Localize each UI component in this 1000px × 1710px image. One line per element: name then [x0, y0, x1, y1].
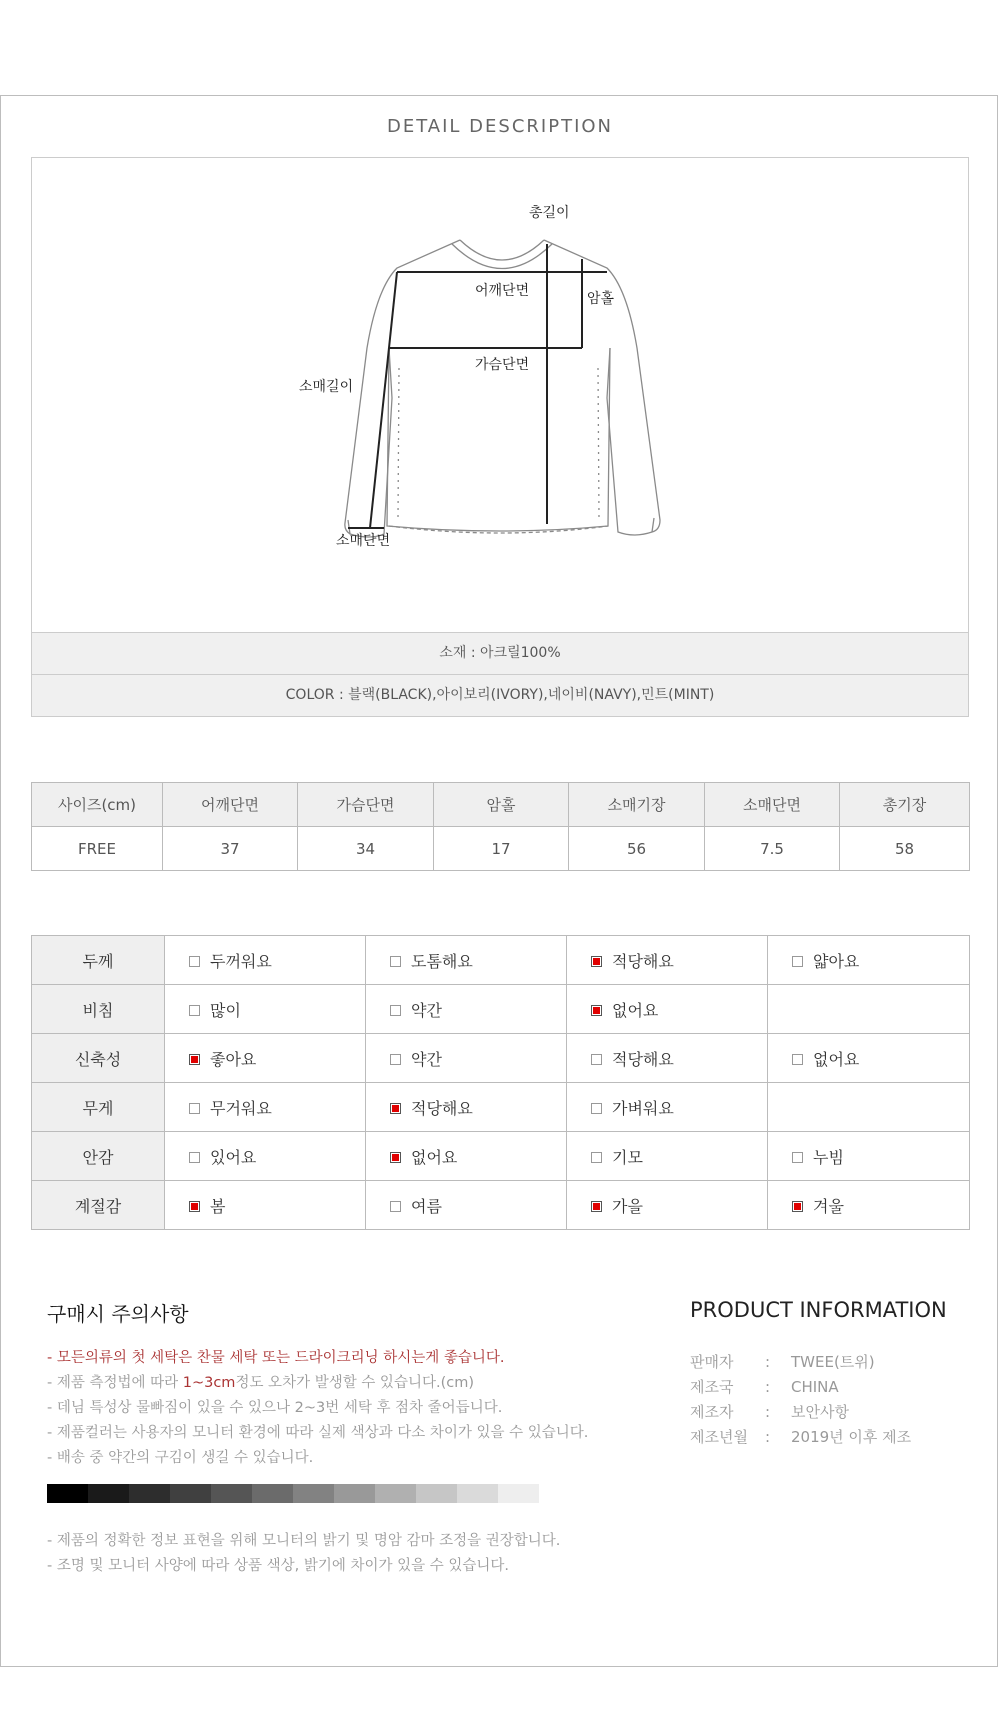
product-info-colon: : [765, 1403, 771, 1421]
feel-option-cell [165, 936, 366, 985]
feel-option-cell [366, 1034, 567, 1083]
unchecked-checkbox-icon [792, 1152, 803, 1163]
table-cell: FREE [32, 827, 163, 871]
feel-option-cell [768, 936, 970, 985]
checked-checkbox-icon [390, 1152, 401, 1163]
feel-option-label: 기모 [612, 1147, 643, 1167]
caution-line: - 제품컬러는 사용자의 모니터 환경에 따라 실제 색상과 다소 차이가 있을 수 있습니다. [47, 1425, 589, 1441]
product-info-value: TWEE(트위) [791, 1353, 875, 1371]
feel-option-cell [366, 985, 567, 1034]
header-cell: 사이즈(cm) [32, 783, 163, 827]
feel-option-cell [165, 1083, 366, 1132]
fabric-feel-table [31, 935, 970, 1230]
feel-option-cell [567, 1034, 768, 1083]
feel-option-label: 없어요 [612, 1000, 659, 1020]
header-cell: 소매기장 [569, 783, 705, 827]
feel-option-label: 가벼워요 [612, 1098, 674, 1118]
caution-line [47, 1371, 474, 1392]
size-table-header [32, 783, 970, 827]
feel-option-label: 봄 [210, 1196, 226, 1216]
feel-option-cell [567, 1132, 768, 1181]
caution-line-suffix: 정도 오차가 발생할 수 있습니다.(cm) [235, 1375, 474, 1391]
feel-option-label: 가을 [612, 1196, 643, 1216]
product-info-row [690, 1426, 911, 1447]
checked-checkbox-icon [591, 956, 602, 967]
gray-scale-swatches [47, 1484, 539, 1503]
feel-option-cell [567, 1083, 768, 1132]
table-cell: 56 [569, 827, 705, 871]
gray-swatch [293, 1484, 334, 1503]
feel-option-label: 많이 [210, 1000, 241, 1020]
checked-checkbox-icon [792, 1201, 803, 1212]
feel-option-cell [165, 1034, 366, 1083]
header-cell: 가슴단면 [298, 783, 434, 827]
label-total-length: 총길이 [529, 205, 570, 221]
product-info-value: CHINA [791, 1378, 839, 1396]
feel-option-label: 얇아요 [813, 951, 860, 971]
feel-option-label: 도톰해요 [411, 951, 473, 971]
feel-option-label: 적당해요 [612, 951, 674, 971]
detail-title: DETAIL DESCRIPTION [386, 116, 614, 137]
feel-option-label: 누빔 [813, 1147, 844, 1167]
feel-option-label: 있어요 [210, 1147, 257, 1167]
label-sleeve-length: 소매길이 [299, 379, 354, 395]
gray-swatch [211, 1484, 252, 1503]
product-info-colon: : [765, 1353, 771, 1371]
material-row: 소재 : 아크릴100% [31, 632, 969, 675]
table-cell: 37 [163, 827, 298, 871]
gray-swatch [375, 1484, 416, 1503]
caution-line-prefix: - 제품 측정법에 따라 [47, 1375, 183, 1391]
feel-option-cell [366, 936, 567, 985]
product-info-row [690, 1401, 849, 1422]
feel-option-cell [567, 936, 768, 985]
sweater-diagram-icon [32, 158, 968, 633]
product-info-key: 제조국 [690, 1378, 734, 1396]
feel-option-label: 약간 [411, 1049, 442, 1069]
product-info-key: 제조자 [690, 1403, 734, 1421]
label-shoulder: 어깨단면 [475, 283, 530, 299]
gray-swatch [416, 1484, 457, 1503]
feel-option-label: 여름 [411, 1196, 442, 1216]
caution-line: - 데님 특성상 물빠짐이 있을 수 있으나 2~3번 세탁 후 점차 줄어듭니다. [47, 1400, 503, 1416]
unchecked-checkbox-icon [591, 1103, 602, 1114]
feel-row [32, 1132, 970, 1181]
gray-swatch [170, 1484, 211, 1503]
unchecked-checkbox-icon [189, 1005, 200, 1016]
feel-option-cell [165, 1181, 366, 1230]
feel-row [32, 1083, 970, 1132]
feel-row [32, 936, 970, 985]
feel-option-cell [366, 1181, 567, 1230]
feel-option-label: 적당해요 [612, 1049, 674, 1069]
feel-option-cell [165, 1132, 366, 1181]
checked-checkbox-icon [390, 1103, 401, 1114]
feel-option-cell [165, 985, 366, 1034]
feel-option-cell [567, 1181, 768, 1230]
feel-row [32, 985, 970, 1034]
feel-option-cell [768, 1181, 970, 1230]
product-info-row [690, 1376, 839, 1397]
feel-option-cell [768, 985, 970, 1034]
label-sleeve-width: 소매단면 [336, 533, 391, 549]
table-cell: 7.5 [705, 827, 840, 871]
feel-row-label: 두께 [32, 936, 165, 985]
gray-swatch [498, 1484, 539, 1503]
product-info-colon: : [765, 1378, 771, 1396]
table-cell: 58 [840, 827, 970, 871]
feel-option-label: 없어요 [813, 1049, 860, 1069]
feel-option-cell [567, 985, 768, 1034]
header-cell: 어깨단면 [163, 783, 298, 827]
header-cell: 암홀 [434, 783, 569, 827]
feel-option-label: 적당해요 [411, 1098, 473, 1118]
feel-row-label: 신축성 [32, 1034, 165, 1083]
unchecked-checkbox-icon [390, 1201, 401, 1212]
unchecked-checkbox-icon [591, 1152, 602, 1163]
gray-swatch [252, 1484, 293, 1503]
product-info-key: 판매자 [690, 1353, 734, 1371]
gray-swatch [129, 1484, 170, 1503]
feel-option-cell [768, 1132, 970, 1181]
table-row [32, 827, 970, 871]
label-chest: 가슴단면 [475, 357, 530, 373]
unchecked-checkbox-icon [189, 956, 200, 967]
product-info-title: PRODUCT INFORMATION [690, 1298, 947, 1322]
feel-option-label: 없어요 [411, 1147, 458, 1167]
unchecked-checkbox-icon [792, 1054, 803, 1065]
product-info-key: 제조년월 [690, 1428, 748, 1446]
label-armhole: 암홀 [587, 291, 615, 307]
checked-checkbox-icon [189, 1054, 200, 1065]
product-info-value: 2019년 이후 제조 [791, 1428, 912, 1446]
product-info-value: 보안사항 [791, 1403, 849, 1421]
unchecked-checkbox-icon [390, 1005, 401, 1016]
feel-option-cell [768, 1083, 970, 1132]
feel-option-cell [366, 1132, 567, 1181]
feel-option-label: 두꺼워요 [210, 951, 272, 971]
feel-option-label: 무거워요 [210, 1098, 272, 1118]
feel-row-label: 비침 [32, 985, 165, 1034]
feel-row-label: 무게 [32, 1083, 165, 1132]
unchecked-checkbox-icon [792, 956, 803, 967]
unchecked-checkbox-icon [591, 1054, 602, 1065]
gray-swatch [334, 1484, 375, 1503]
gray-swatch [457, 1484, 498, 1503]
checked-checkbox-icon [189, 1201, 200, 1212]
caution-line: - 모든의류의 첫 세탁은 찬물 세탁 또는 드라이크리닝 하시는게 좋습니다. [47, 1350, 505, 1366]
color-row: COLOR : 블랙(BLACK),아이보리(IVORY),네이비(NAVY),민트(MINT) [31, 675, 969, 717]
caution-title: 구매시 주의사항 [47, 1302, 189, 1326]
feel-row [32, 1181, 970, 1230]
caution-highlight: 1~3cm [182, 1375, 236, 1391]
feel-option-cell [366, 1083, 567, 1132]
unchecked-checkbox-icon [390, 1054, 401, 1065]
table-cell: 17 [434, 827, 569, 871]
caution-line: - 배송 중 약간의 구김이 생길 수 있습니다. [47, 1450, 314, 1466]
header-cell: 소매단면 [705, 783, 840, 827]
checked-checkbox-icon [591, 1201, 602, 1212]
unchecked-checkbox-icon [189, 1103, 200, 1114]
table-cell: 34 [298, 827, 434, 871]
unchecked-checkbox-icon [189, 1152, 200, 1163]
checked-checkbox-icon [591, 1005, 602, 1016]
unchecked-checkbox-icon [390, 956, 401, 967]
feel-option-label: 약간 [411, 1000, 442, 1020]
feel-row-label: 안감 [32, 1132, 165, 1181]
gray-swatch [47, 1484, 88, 1503]
feel-row [32, 1034, 970, 1083]
feel-option-label: 겨울 [813, 1196, 844, 1216]
feel-option-label: 좋아요 [210, 1049, 257, 1069]
header-cell: 총기장 [840, 783, 970, 827]
size-diagram [31, 157, 969, 632]
feel-option-cell [768, 1034, 970, 1083]
feel-row-label: 계절감 [32, 1181, 165, 1230]
caution-line: - 제품의 정확한 정보 표현을 위해 모니터의 밝기 및 명암 감마 조정을 권장합니다. [47, 1533, 561, 1549]
gray-swatch [88, 1484, 129, 1503]
product-info-colon: : [765, 1428, 771, 1446]
size-table [31, 782, 970, 871]
caution-line: - 조명 및 모니터 사양에 따라 상품 색상, 밝기에 차이가 있을 수 있습니다. [47, 1558, 509, 1574]
product-info-row [690, 1351, 875, 1372]
